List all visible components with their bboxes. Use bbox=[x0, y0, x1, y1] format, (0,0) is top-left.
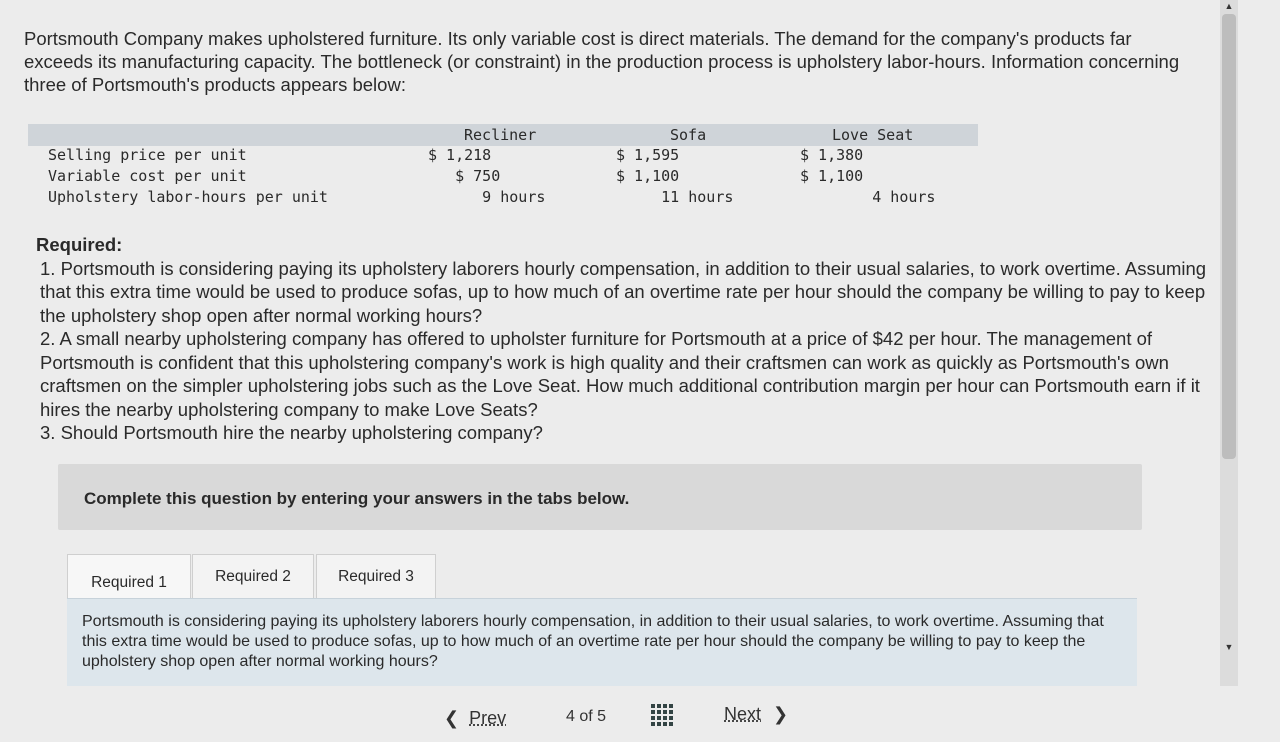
row-label: Selling price per unit bbox=[48, 146, 247, 164]
scroll-down-icon[interactable]: ▼ bbox=[1224, 642, 1234, 652]
product-table bbox=[28, 124, 978, 209]
required-item-3: 3. Should Portsmouth hire the nearby upholstering company? bbox=[40, 422, 543, 443]
page-of: of bbox=[579, 708, 593, 725]
cell-recliner: $ 750 bbox=[428, 167, 501, 185]
next-label: Next bbox=[724, 704, 762, 724]
prev-label: Prev bbox=[469, 708, 507, 728]
page-indicator bbox=[566, 708, 606, 726]
required-title: Required: bbox=[36, 234, 123, 255]
instructions-text: Complete this question by entering your answers in the tabs below. bbox=[84, 489, 630, 508]
required-item-2: 2. A small nearby upholstering company has offered to upholster furniture for Portsmouth at a price of $42 per hour. The management of Portsmouth is confident that this upholstering company's work is high quality and their craftsmen can work as quickly as Portsmouth's own craftsmen on the simpler upholstering jobs such as the Love Seat. How much additional contribution margin per hour can Portsmouth earn if it hires the nearby upholstering company to make Love Seats? bbox=[40, 328, 1200, 420]
grid-icon[interactable] bbox=[651, 704, 673, 726]
header-love-seat: Love Seat bbox=[832, 126, 914, 144]
next-button[interactable] bbox=[724, 704, 788, 725]
cell-love-seat: 4 hours bbox=[800, 188, 936, 206]
table-header bbox=[28, 124, 978, 146]
chevron-right-icon: ❯ bbox=[773, 704, 789, 724]
cell-recliner: 9 hours bbox=[428, 188, 546, 206]
cell-sofa: $ 1,100 bbox=[616, 167, 680, 185]
chevron-left-icon: ❮ bbox=[444, 708, 460, 728]
cell-sofa: 11 hours bbox=[616, 188, 734, 206]
cell-love-seat: $ 1,100 bbox=[800, 167, 864, 185]
header-recliner: Recliner bbox=[464, 126, 537, 144]
page-current: 4 bbox=[566, 708, 575, 725]
required-section bbox=[36, 233, 1221, 445]
question-intro: Portsmouth Company makes upholstered furniture. Its only variable cost is direct materials. The demand for the company's products far exceeds its manufacturing capacity. The bottleneck (or constraint) in the production process is upholstery labor-hours. Information concerning three of Portsmouth's products appears below: bbox=[24, 28, 1180, 95]
instructions-box bbox=[58, 464, 1142, 530]
row-label: Variable cost per unit bbox=[48, 167, 247, 185]
tab-panel bbox=[67, 598, 1137, 687]
page-total: 5 bbox=[597, 708, 607, 725]
row-label: Upholstery labor-hours per unit bbox=[48, 188, 328, 206]
scroll-up-icon[interactable]: ▲ bbox=[1224, 1, 1234, 11]
required-item-1: 1. Portsmouth is considering paying its upholstery laborers hourly compensation, in addition to their usual salaries, to work overtime. Assuming that this extra time would be used to produce sofas, up to how much of an overtime rate per hour should the company be willing to pay to keep the upholstery shop open after normal working hours? bbox=[40, 257, 1207, 326]
tab-required-1[interactable]: Required 1 bbox=[67, 554, 191, 603]
tab-panel-text: Portsmouth is considering paying its upholstery laborers hourly compensation, in addition to their usual salaries, to work overtime. Assuming that this extra time would be used to produce sofas, up to how much of an overtime rate per hour should the company be willing to pay to keep the upholstery shop open after normal working hours? bbox=[82, 613, 1104, 670]
tab-required-2[interactable]: Required 2 bbox=[192, 554, 314, 599]
table-row bbox=[28, 146, 978, 167]
header-sofa: Sofa bbox=[670, 126, 707, 144]
cell-sofa: $ 1,595 bbox=[616, 146, 680, 164]
table-row bbox=[28, 188, 978, 209]
bottom-nav-bar bbox=[0, 686, 1280, 742]
cell-recliner: $ 1,218 bbox=[428, 146, 492, 164]
prev-button[interactable] bbox=[444, 708, 506, 729]
tab-required-3[interactable]: Required 3 bbox=[316, 554, 436, 599]
scrollbar-thumb[interactable] bbox=[1222, 14, 1236, 459]
table-row bbox=[28, 167, 978, 188]
cell-love-seat: $ 1,380 bbox=[800, 146, 864, 164]
required-list bbox=[36, 257, 1221, 445]
